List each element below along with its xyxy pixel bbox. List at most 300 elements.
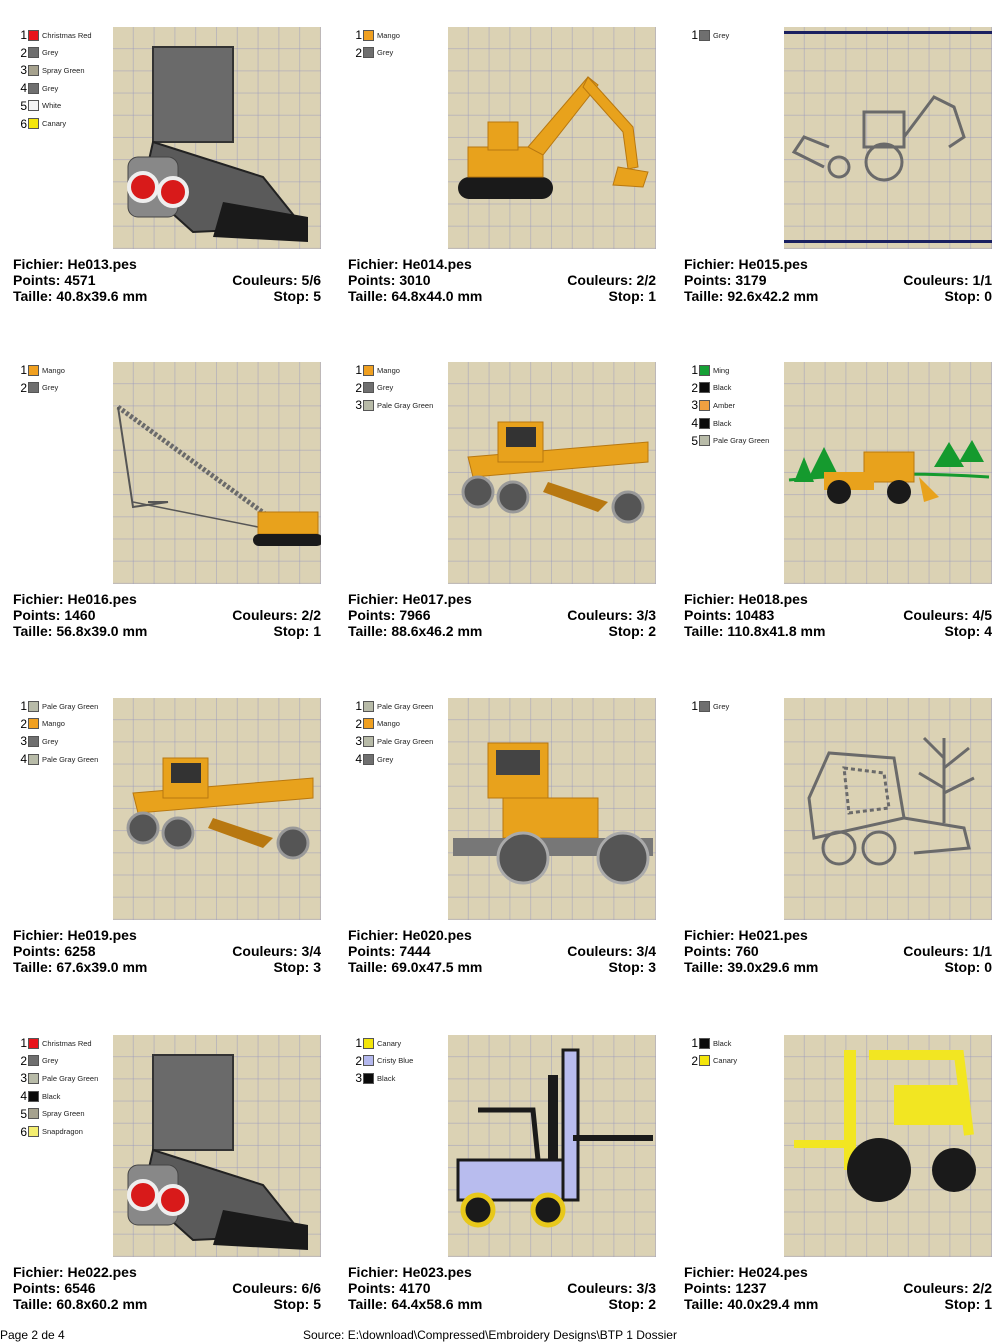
design-info — [684, 591, 992, 639]
colors — [903, 1280, 992, 1296]
skid-steer-loader-icon — [113, 1035, 321, 1257]
legend-number: 2 — [355, 1053, 362, 1068]
legend-number: 2 — [355, 45, 362, 60]
legend-row — [13, 45, 58, 61]
points-label: Points: — [684, 1280, 732, 1296]
color-swatch — [28, 754, 39, 765]
size-value: 64.8x44.0 mm — [391, 288, 483, 304]
colors-label: Couleurs: — [567, 607, 633, 623]
color-swatch — [699, 418, 710, 429]
legend-row — [13, 751, 98, 767]
color-swatch — [28, 100, 39, 111]
points-value: 7966 — [399, 607, 431, 623]
stop-label: Stop: — [608, 288, 645, 304]
points-value: 1460 — [64, 607, 96, 623]
points-label: Points: — [13, 1280, 61, 1296]
stop-value: 3 — [313, 959, 321, 975]
legend-row — [684, 433, 769, 449]
thread-color-name: Canary — [713, 1056, 738, 1066]
stop-label: Stop: — [273, 959, 310, 975]
color-swatch — [28, 47, 39, 58]
points — [13, 607, 96, 623]
thread-color-name: Grey — [377, 48, 394, 58]
thread-color-name: Spray Green — [42, 1109, 85, 1119]
crawler-crane-icon — [113, 362, 321, 584]
size — [348, 288, 482, 304]
excavator-icon — [448, 27, 656, 249]
size — [684, 288, 818, 304]
size-label: Taille: — [348, 959, 388, 975]
legend-number: 2 — [20, 716, 27, 731]
thread-color-name: Black — [713, 1038, 732, 1048]
colors-value: 1/1 — [972, 272, 992, 288]
legend-number: 1 — [691, 28, 698, 42]
colors-value: 6/6 — [301, 1280, 321, 1296]
size-label: Taille: — [348, 623, 388, 639]
file-name — [13, 256, 137, 272]
thread-color-name: Grey — [377, 754, 394, 764]
stops — [945, 1296, 992, 1312]
color-swatch — [28, 1055, 39, 1066]
colors-label: Couleurs: — [903, 1280, 969, 1296]
size-value: 92.6x42.2 mm — [727, 288, 819, 304]
points-label: Points: — [684, 272, 732, 288]
color-swatch — [699, 1038, 710, 1049]
points — [348, 272, 431, 288]
legend-number: 4 — [355, 752, 362, 767]
design-preview — [113, 1035, 321, 1257]
legend-number: 4 — [20, 752, 27, 767]
file-value: He014.pes — [402, 256, 472, 272]
thread-color-name: Christmas Red — [42, 1038, 92, 1048]
points — [684, 272, 767, 288]
thread-color-name: Cristy Blue — [377, 1056, 414, 1066]
points-value: 6258 — [64, 943, 96, 959]
file-label: Fichier: — [684, 256, 735, 272]
legend-number: 1 — [355, 699, 362, 713]
colors-label: Couleurs: — [232, 943, 298, 959]
legend-number: 1 — [691, 1036, 698, 1050]
color-swatch — [363, 701, 374, 712]
file-label: Fichier: — [13, 591, 64, 607]
file-label: Fichier: — [348, 256, 399, 272]
legend-row — [13, 1035, 92, 1051]
colors — [567, 607, 656, 623]
design-info — [348, 1264, 656, 1312]
color-swatch — [699, 435, 710, 446]
thread-color-name: Pale Gray Green — [377, 701, 434, 711]
colors-value: 3/3 — [636, 1280, 656, 1296]
color-swatch — [363, 400, 374, 411]
stop-label: Stop: — [273, 1296, 310, 1312]
color-swatch — [28, 83, 39, 94]
stops — [609, 623, 656, 639]
file-value: He016.pes — [67, 591, 137, 607]
file-name — [684, 256, 808, 272]
legend-number: 2 — [355, 716, 362, 731]
stops — [274, 1296, 321, 1312]
colors-value: 3/4 — [301, 943, 321, 959]
design-preview — [784, 698, 992, 920]
size-label: Taille: — [13, 288, 53, 304]
thread-color-name: Grey — [713, 701, 730, 711]
thread-color-name: Black — [377, 1073, 396, 1083]
file-label: Fichier: — [348, 591, 399, 607]
file-name — [348, 256, 472, 272]
legend-number: 1 — [691, 363, 698, 377]
color-swatch — [28, 1038, 39, 1049]
thread-color-name: Spray Green — [42, 65, 85, 75]
stop-label: Stop: — [608, 1296, 645, 1312]
design-card — [13, 362, 333, 662]
motor-grader-front-icon — [448, 698, 656, 920]
design-card — [348, 698, 668, 998]
legend-row — [13, 380, 58, 396]
size — [684, 959, 818, 975]
colors-label: Couleurs: — [903, 607, 969, 623]
design-info — [13, 927, 321, 975]
file-label: Fichier: — [684, 591, 735, 607]
points — [348, 607, 431, 623]
points-value: 7444 — [399, 943, 431, 959]
legend-row — [348, 45, 393, 61]
points-value: 760 — [735, 943, 759, 959]
thread-color-name: Snapdragon — [42, 1127, 83, 1136]
colors — [567, 1280, 656, 1296]
points — [684, 607, 774, 623]
thread-color-name: Pale Gray Green — [42, 701, 99, 711]
thread-color-name: Canary — [377, 1038, 402, 1048]
legend-row — [684, 415, 731, 431]
motor-grader-icon — [448, 362, 656, 584]
points-value: 3010 — [399, 272, 431, 288]
design-preview — [113, 698, 321, 920]
legend-row — [348, 698, 433, 714]
color-swatch — [363, 718, 374, 729]
color-swatch — [699, 30, 710, 41]
thread-color-name: White — [42, 101, 62, 111]
design-card — [348, 27, 668, 327]
legend-number: 2 — [20, 380, 27, 395]
thread-color-name: Pale Gray Green — [42, 1073, 99, 1083]
legend-number: 4 — [20, 81, 27, 96]
design-info — [348, 927, 656, 975]
colors — [232, 1280, 321, 1296]
design-preview — [448, 27, 656, 249]
legend-row — [348, 1053, 413, 1069]
color-swatch — [699, 365, 710, 376]
stop-value: 1 — [313, 623, 321, 639]
file-value: He023.pes — [402, 1264, 472, 1280]
color-swatch — [28, 1073, 39, 1084]
file-value: He024.pes — [738, 1264, 808, 1280]
color-swatch — [363, 1073, 374, 1084]
colors-label: Couleurs: — [232, 272, 298, 288]
file-value: He017.pes — [402, 591, 472, 607]
legend-number: 2 — [691, 380, 698, 395]
design-info — [684, 256, 992, 304]
thread-color-name: Mango — [42, 719, 65, 729]
size — [348, 959, 482, 975]
file-name — [684, 927, 808, 943]
stops — [274, 959, 321, 975]
colors — [567, 943, 656, 959]
stops — [274, 288, 321, 304]
legend-row — [348, 380, 393, 396]
points-value: 4170 — [399, 1280, 431, 1296]
size-value: 40.0x29.4 mm — [727, 1296, 819, 1312]
colors-value: 2/2 — [636, 272, 656, 288]
design-card — [684, 698, 1004, 998]
thread-color-name: Grey — [713, 30, 730, 40]
legend-number: 2 — [20, 45, 27, 60]
skidder-forest-icon — [784, 362, 992, 584]
source-path: Source: E:\download\Compressed\Embroidery Designs\BTP 1 Dossier — [303, 1328, 677, 1342]
thread-color-name: Grey — [377, 383, 394, 393]
colors-value: 3/3 — [636, 607, 656, 623]
color-swatch — [28, 736, 39, 747]
design-card — [348, 1035, 668, 1335]
design-info — [348, 591, 656, 639]
color-swatch — [28, 30, 39, 41]
legend-row — [13, 98, 61, 114]
size — [348, 623, 482, 639]
legend-row — [13, 1070, 98, 1086]
design-preview — [784, 362, 992, 584]
size-value: 69.0x47.5 mm — [391, 959, 483, 975]
size-label: Taille: — [348, 1296, 388, 1312]
thread-color-name: Amber — [713, 400, 736, 410]
legend-row — [348, 751, 393, 767]
stop-value: 5 — [313, 288, 321, 304]
stop-label: Stop: — [608, 959, 645, 975]
design-preview — [448, 362, 656, 584]
colors-value: 2/2 — [301, 607, 321, 623]
color-swatch — [363, 736, 374, 747]
stop-value: 1 — [648, 288, 656, 304]
color-swatch — [699, 382, 710, 393]
colors-label: Couleurs: — [903, 943, 969, 959]
legend-number: 3 — [20, 734, 27, 749]
thread-color-name: Grey — [42, 1056, 59, 1066]
size-label: Taille: — [684, 623, 724, 639]
size-value: 110.8x41.8 mm — [727, 623, 826, 639]
stop-value: 5 — [313, 1296, 321, 1312]
legend-number: 1 — [20, 28, 27, 42]
thread-color-name: Black — [713, 418, 732, 428]
file-name — [13, 591, 137, 607]
file-label: Fichier: — [348, 927, 399, 943]
legend-row — [13, 1106, 85, 1122]
thread-color-name: Pale Gray Green — [377, 736, 434, 746]
thread-color-name: Grey — [42, 383, 59, 393]
size-label: Taille: — [684, 959, 724, 975]
stop-label: Stop: — [944, 288, 981, 304]
file-label: Fichier: — [13, 256, 64, 272]
size-value: 56.8x39.0 mm — [56, 623, 148, 639]
points — [13, 943, 96, 959]
legend-number: 1 — [20, 699, 27, 713]
stop-label: Stop: — [944, 623, 981, 639]
colors-label: Couleurs: — [567, 1280, 633, 1296]
thread-color-name: Black — [713, 383, 732, 393]
color-swatch — [363, 365, 374, 376]
legend-number: 3 — [20, 63, 27, 78]
legend-row — [348, 27, 400, 43]
design-info — [348, 256, 656, 304]
stop-value: 2 — [648, 623, 656, 639]
size — [684, 1296, 818, 1312]
stop-label: Stop: — [273, 288, 310, 304]
legend-row — [348, 1035, 401, 1051]
thread-color-name: Grey — [42, 83, 59, 93]
legend-row — [13, 733, 58, 749]
points-value: 6546 — [64, 1280, 96, 1296]
color-swatch — [363, 754, 374, 765]
size — [13, 623, 147, 639]
file-name — [13, 1264, 137, 1280]
points — [348, 1280, 431, 1296]
page-number: Page 2 de 4 — [0, 1328, 65, 1342]
colors — [232, 272, 321, 288]
stops — [274, 623, 321, 639]
points — [684, 1280, 767, 1296]
colors-value: 5/6 — [301, 272, 321, 288]
thread-color-name: Pale Gray Green — [377, 400, 434, 410]
file-name — [348, 927, 472, 943]
size-value: 67.6x39.0 mm — [56, 959, 148, 975]
legend-number: 6 — [20, 1124, 27, 1139]
design-card — [684, 362, 1004, 662]
colors — [232, 607, 321, 623]
stop-value: 0 — [984, 288, 992, 304]
points — [684, 943, 759, 959]
legend-row — [684, 27, 729, 43]
legend-row — [348, 1070, 395, 1086]
file-value: He021.pes — [738, 927, 808, 943]
legend-row — [13, 716, 65, 732]
legend-row — [13, 27, 92, 43]
legend-number: 2 — [355, 380, 362, 395]
points-label: Points: — [348, 607, 396, 623]
legend-row — [13, 1088, 60, 1104]
thread-color-name: Christmas Red — [42, 30, 92, 40]
legend-row — [348, 733, 433, 749]
legend-number: 3 — [355, 398, 362, 413]
stops — [609, 1296, 656, 1312]
legend-number: 1 — [355, 28, 362, 42]
color-swatch — [28, 65, 39, 76]
size-value: 88.6x46.2 mm — [391, 623, 483, 639]
color-swatch — [28, 382, 39, 393]
colors-label: Couleurs: — [232, 607, 298, 623]
size — [13, 1296, 147, 1312]
motor-grader-icon — [113, 698, 321, 920]
legend-number: 4 — [691, 416, 698, 431]
points-value: 4571 — [64, 272, 96, 288]
design-card — [13, 27, 333, 327]
stop-label: Stop: — [944, 959, 981, 975]
legend-number: 3 — [20, 1071, 27, 1086]
points — [348, 943, 431, 959]
legend-row — [13, 80, 58, 96]
file-name — [348, 591, 472, 607]
stop-value: 0 — [984, 959, 992, 975]
legend-number: 1 — [355, 1036, 362, 1050]
colors-label: Couleurs: — [232, 1280, 298, 1296]
stops — [609, 288, 656, 304]
legend-number: 1 — [20, 363, 27, 377]
colors-value: 2/2 — [972, 1280, 992, 1296]
points-value: 1237 — [735, 1280, 767, 1296]
legend-row — [13, 116, 66, 132]
size-label: Taille: — [13, 1296, 53, 1312]
design-card — [348, 362, 668, 662]
legend-number: 3 — [691, 398, 698, 413]
size — [13, 959, 147, 975]
legend-number: 1 — [691, 699, 698, 713]
backhoe-loader-icon — [784, 27, 992, 249]
legend-row — [13, 698, 98, 714]
points-label: Points: — [348, 272, 396, 288]
legend-row — [684, 380, 731, 396]
thread-color-name: Canary — [42, 119, 67, 128]
legend-number: 1 — [20, 1036, 27, 1050]
forklift-yellow-icon — [784, 1035, 992, 1257]
legend-number: 5 — [20, 1106, 27, 1121]
design-preview — [784, 1035, 992, 1257]
color-swatch — [699, 1055, 710, 1066]
thread-color-name: Mango — [377, 365, 400, 375]
legend-number: 4 — [20, 1089, 27, 1104]
points — [13, 1280, 96, 1296]
colors-value: 4/5 — [972, 607, 992, 623]
legend-number: 5 — [691, 433, 698, 448]
stop-label: Stop: — [944, 1296, 981, 1312]
legend-row — [684, 1053, 737, 1069]
size-label: Taille: — [348, 288, 388, 304]
color-swatch — [28, 701, 39, 712]
design-preview — [448, 1035, 656, 1257]
colors — [903, 943, 992, 959]
points-value: 10483 — [735, 607, 775, 623]
legend-number: 2 — [20, 1053, 27, 1068]
color-swatch — [699, 400, 710, 411]
thread-color-name: Ming — [713, 365, 730, 375]
file-label: Fichier: — [684, 1264, 735, 1280]
legend-row — [684, 362, 729, 378]
size — [348, 1296, 482, 1312]
file-name — [13, 927, 137, 943]
points-label: Points: — [684, 607, 732, 623]
legend-row — [13, 62, 85, 78]
file-value: He015.pes — [738, 256, 808, 272]
file-name — [684, 591, 808, 607]
design-preview — [448, 698, 656, 920]
color-swatch — [28, 1126, 39, 1137]
colors-label: Couleurs: — [903, 272, 969, 288]
size-value: 40.8x39.6 mm — [56, 288, 148, 304]
color-swatch — [363, 1055, 374, 1066]
design-info — [684, 927, 992, 975]
design-info — [13, 256, 321, 304]
legend-number: 6 — [20, 116, 27, 131]
stop-label: Stop: — [608, 623, 645, 639]
points-label: Points: — [13, 607, 61, 623]
file-label: Fichier: — [13, 1264, 64, 1280]
stop-value: 1 — [984, 1296, 992, 1312]
size-label: Taille: — [684, 288, 724, 304]
